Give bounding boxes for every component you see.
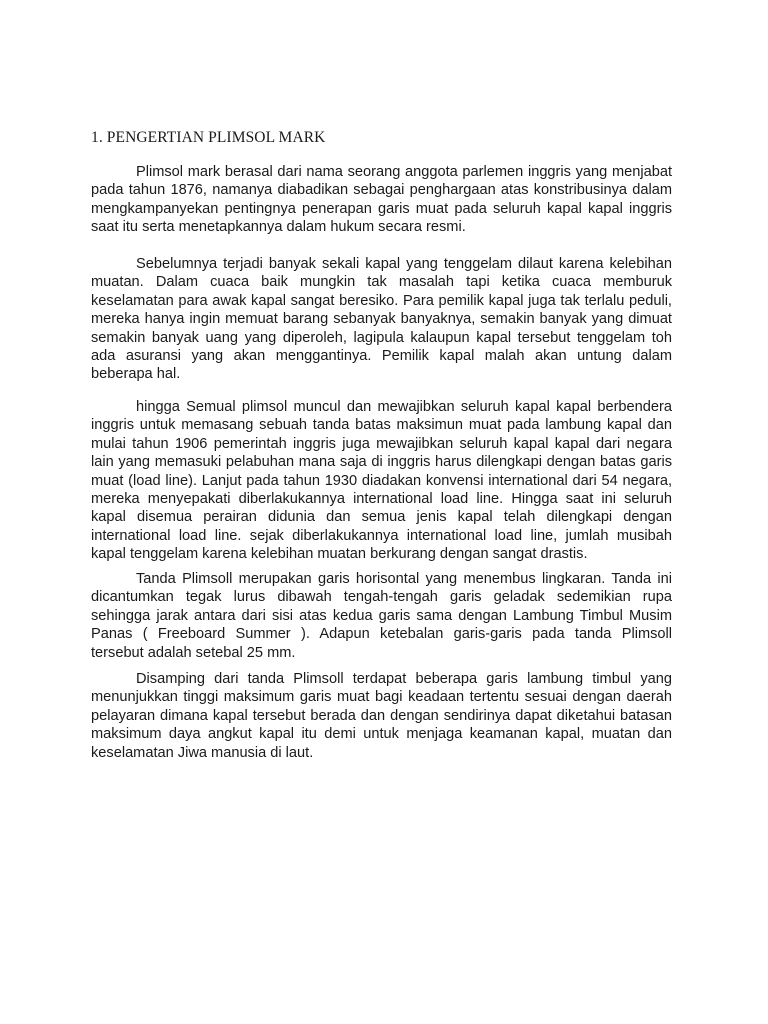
paragraph-line: Sebelumnya terjadi banyak sekali kapal yang tenggelam dilaut karena kelebihan bbox=[136, 256, 672, 272]
paragraph-line: pelayaran dimana kapal tersebut berada dan dengan sendirinya dapat diketahui batasan bbox=[91, 707, 672, 724]
paragraph-line: Disamping dari tanda Plimsoll terdapat beberapa garis lambung timbul yang bbox=[136, 671, 672, 687]
paragraph-line: muatan. Dalam cuaca baik mungkin tak masalah tapi ketika cuaca memburuk bbox=[91, 274, 672, 291]
paragraph-line: tersebut adalah setebal 25 mm. bbox=[91, 644, 296, 661]
paragraph-line: dicantumkan tegak lurus dibawah tengah-tengah garis geladak sedemikian rupa bbox=[91, 589, 672, 606]
paragraph-line: mulai tahun 1906 pemerintah inggris juga mewajibkan seluruh kapal kapal dari negara bbox=[91, 435, 672, 452]
paragraph-line: Panas ( Freeboard Summer ). Adapun ketebalan garis-garis pada tanda Plimsoll bbox=[91, 626, 672, 643]
paragraph-line: maksimum daya angkut kapal itu demi untuk menjaga keamanan kapal, muatan dan bbox=[91, 726, 672, 743]
paragraph-line: hingga Semual plimsol muncul dan mewajibkan seluruh kapal kapal berbendera bbox=[136, 399, 672, 415]
paragraph-line: keselamatan Jiwa manusia di laut. bbox=[91, 744, 314, 761]
paragraph-line: kapal disemua perairan didunia dan semua jenis kapal telah dilengkapi dengan bbox=[91, 509, 672, 526]
paragraph-line: sehingga jarak antara dari sisi atas kedua garis sama dengan Lambung Timbul Musim bbox=[91, 607, 672, 624]
paragraph-overloading-history bbox=[91, 255, 672, 384]
paragraph-line: inggris untuk memasang sebuah tanda batas maksimun muat pada lambung kapal dan bbox=[91, 417, 672, 434]
paragraph-line: ada asuransi yang akan menggantinya. Pemilik kapal malah akan untung dalam bbox=[91, 347, 672, 364]
paragraph-plimsol-origin bbox=[91, 163, 672, 237]
paragraph-line: international load line. sejak diberlakukannya international load line, jumlah musibah bbox=[91, 527, 672, 544]
paragraph-plimsoll-mark-description bbox=[91, 570, 672, 662]
paragraph-line: menunjukkan tinggi maksimum garis muat bagi keadaan tertentu sesuai dengan daerah bbox=[91, 689, 672, 706]
paragraph-line: Tanda Plimsoll merupakan garis horisontal yang menembus lingkaran. Tanda ini bbox=[136, 571, 672, 587]
paragraph-line: mereka menyepakati diberlakukannya international load line. Hingga saat ini seluruh bbox=[91, 490, 672, 507]
paragraph-line: lain yang memasuki pelabuhan mana saja di inggris harus dilengkapi dengan batas garis bbox=[91, 454, 672, 471]
paragraph-line: mereka hanya ingin memuat barang sebanyak banyaknya, semakin banyak yang dimuat bbox=[91, 311, 672, 328]
paragraph-line: muat (load line). Lanjut pada tahun 1930 diadakan konvensi international dari 54 negara, bbox=[91, 472, 672, 489]
paragraph-line: pada tahun 1876, namanya diabadikan sebagai penghargaan atas konstribusinya dalam bbox=[91, 182, 672, 199]
paragraph-line: Plimsol mark berasal dari nama seorang anggota parlemen inggris yang menjabat bbox=[136, 164, 672, 180]
paragraph-line: beberapa hal. bbox=[91, 366, 181, 383]
paragraph-line: keselamatan para awak kapal sangat beresiko. Para pemilik kapal juga tak terlalu peduli, bbox=[91, 292, 672, 309]
section-heading: 1. PENGERTIAN PLIMSOL MARK bbox=[91, 129, 326, 146]
paragraph-line: semakin banyak uang yang diperoleh, lagipula kalaupun kapal tersebut tenggelam toh bbox=[91, 329, 672, 346]
paragraph-freeboard-lines bbox=[91, 670, 672, 762]
paragraph-load-line-regulation bbox=[91, 398, 672, 564]
paragraph-line: mengkampanyekan pentingnya penerapan garis muat pada seluruh kapal kapal inggris bbox=[91, 200, 672, 217]
paragraph-line: saat itu serta menetapkannya dalam hukum secara resmi. bbox=[91, 219, 466, 236]
paragraph-line: kapal tenggelam karena kelebihan muatan berkurang dengan sangat drastis. bbox=[91, 546, 588, 563]
